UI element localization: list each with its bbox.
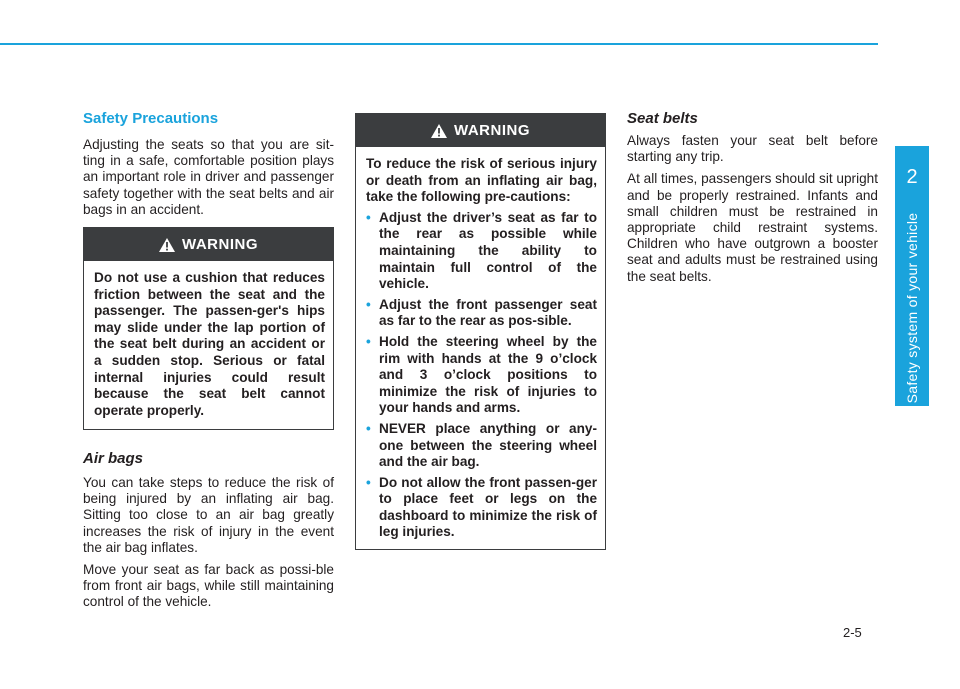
safety-precautions-heading: Safety Precautions [83, 110, 219, 127]
page-number: 2-5 [843, 625, 862, 640]
air-bags-paragraph-1: You can take steps to reduce the risk of being injured by an inflating air bag. Sitting too close to an air bag greatly increases the risk of injury in the event the air bag inflates. [83, 475, 334, 555]
list-item: • Do not allow the front passen-ger to place feet or legs on the dashboard to minimize the risk of leg injuries. [366, 474, 597, 540]
warning-header [84, 228, 333, 261]
bullet-icon: • [366, 474, 371, 490]
seat-belts-text [627, 133, 878, 291]
chapter-number: 2 [906, 166, 918, 188]
warning-header-label: WARNING [454, 122, 530, 139]
bullet-icon: • [366, 296, 371, 312]
air-bags-heading: Air bags [83, 450, 144, 467]
list-item: • Adjust the front passenger seat as far to the rear as pos-sible. [366, 296, 597, 329]
warning-list [366, 210, 597, 541]
warning-body [84, 261, 333, 429]
warning-header-label: WARNING [182, 236, 258, 253]
seat-belts-paragraph-2: At all times, passengers should sit upright and be properly restrained. Infants and small children must be restrained in appropriate child restraint systems. Children who have outgrown a booster seat and adults must be restrained using the seat belts. [627, 171, 878, 284]
warning-box-air-bag [355, 113, 606, 550]
air-bags-text [83, 475, 334, 617]
chapter-side-tab [895, 146, 929, 406]
list-item: • NEVER place anything or any-one between the steering wheel and the air bag. [366, 420, 597, 470]
warning-triangle-icon [431, 124, 447, 138]
warning-triangle-icon [159, 238, 175, 252]
seat-belts-paragraph-1: Always fasten your seat belt before starting any trip. [627, 133, 878, 165]
list-item: • Adjust the driver’s seat as far to the rear as possible while maintaining the ability to maintain full control of the vehicle. [366, 209, 597, 292]
list-item: • Hold the steering wheel by the rim with hands at the 9 o’clock and 3 o’clock positions to minimize the risk of injuries to your hands and arms. [366, 333, 597, 416]
air-bags-paragraph-2: Move your seat as far back as possi-ble from front air bags, while still maintaining control of the vehicle. [83, 562, 334, 610]
warning-body [356, 147, 605, 549]
safety-precautions-text [83, 137, 334, 224]
warning-box-cushion [83, 227, 334, 430]
warning-intro: To reduce the risk of serious injury or death from an inflating air bag, take the following pre-cautions: [366, 156, 597, 205]
safety-paragraph: Adjusting the seats so that you are sit-ting in a safe, comfortable position plays an important role in driver and passenger safety together with the seat belts and air bags in an accident. [83, 137, 334, 217]
bullet-icon: • [366, 420, 371, 436]
warning-header [356, 114, 605, 147]
warning-text: Do not use a cushion that reduces friction between the seat and the passenger. The passen-ger's hips may slide under the lap portion of the seat belt during an accident or a sudden stop. Serious or fatal internal injuries could result because the seat belt cannot operate properly. [94, 270, 325, 418]
bullet-icon: • [366, 209, 371, 225]
chapter-label: Safety system of your vehicle [904, 212, 920, 404]
top-rule [0, 43, 878, 45]
seat-belts-heading: Seat belts [627, 110, 698, 127]
bullet-icon: • [366, 333, 371, 349]
